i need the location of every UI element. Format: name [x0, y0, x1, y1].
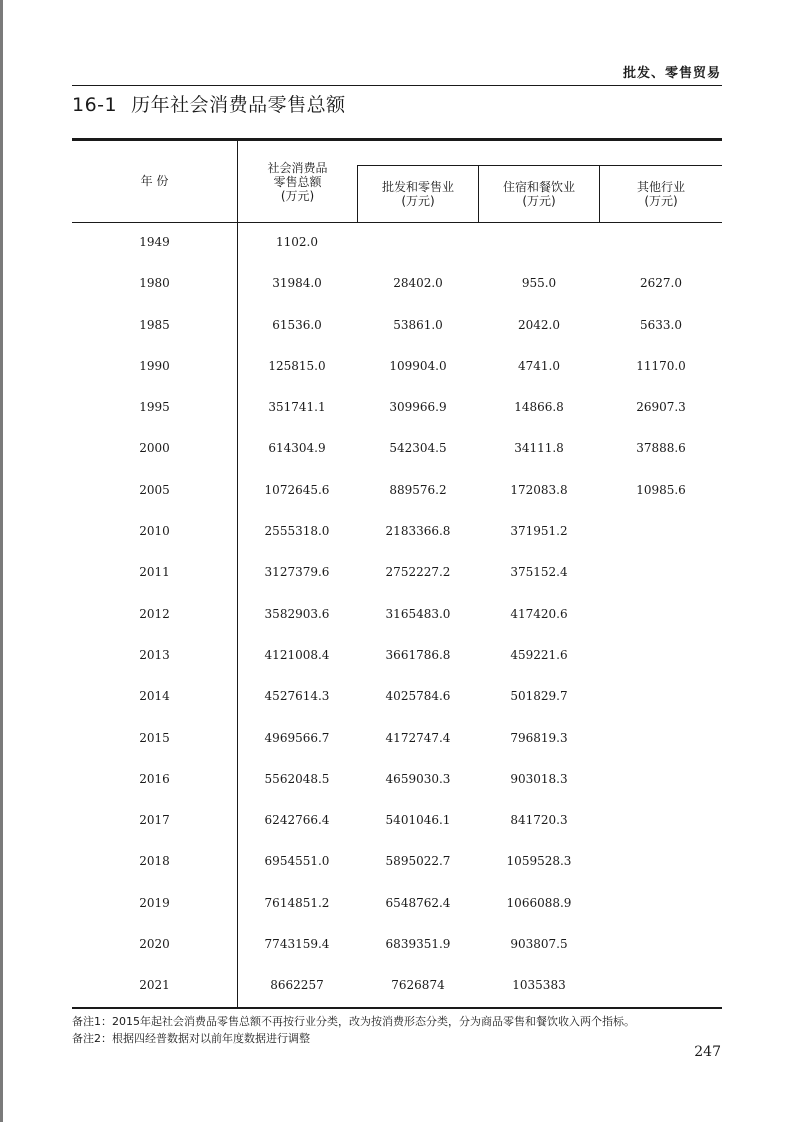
year-cell: 2012	[139, 606, 170, 621]
year-cell: 1949	[139, 235, 170, 249]
year-cell: 1980	[139, 276, 170, 291]
table-row	[72, 759, 722, 800]
table-row	[72, 552, 722, 593]
year-cell: 2021	[139, 978, 170, 993]
page-title	[72, 90, 346, 117]
catering-cell: 459221.6	[510, 647, 568, 662]
catering-cell: 903018.3	[510, 771, 568, 786]
table-row	[72, 800, 722, 841]
table-row	[72, 965, 722, 1006]
wholesale-cell: 109904.0	[389, 358, 447, 373]
catering-cell: 841720.3	[510, 813, 568, 828]
wholesale-cell: 3661786.8	[385, 647, 451, 662]
wholesale-cell: 542304.5	[389, 441, 447, 456]
header-wholesale: 批发和零售业 (万元)	[381, 180, 454, 208]
catering-cell: 371951.2	[510, 524, 568, 539]
total-cell: 5562048.5	[264, 771, 330, 786]
total-cell: 7743159.4	[264, 937, 330, 952]
catering-cell: 4741.0	[518, 358, 560, 373]
year-cell: 1985	[139, 317, 170, 332]
table-top-rule	[72, 138, 722, 141]
table-row	[72, 222, 722, 263]
total-cell: 6954551.0	[264, 854, 330, 869]
table-body	[72, 222, 722, 1007]
table-row	[72, 883, 722, 924]
catering-cell: 903807.5	[510, 937, 568, 952]
catering-cell: 417420.6	[510, 606, 568, 621]
table-row	[72, 387, 722, 428]
total-cell: 61536.0	[272, 317, 322, 332]
catering-cell: 14866.8	[514, 400, 564, 415]
other-cell: 37888.6	[636, 441, 686, 456]
wholesale-cell: 4172747.4	[385, 730, 451, 745]
total-cell: 6242766.4	[264, 813, 330, 828]
wholesale-cell: 4025784.6	[385, 689, 451, 704]
total-cell: 3127379.6	[264, 565, 330, 580]
table-row	[72, 470, 722, 511]
total-cell: 125815.0	[268, 358, 326, 373]
header-other: 其他行业 (万元)	[636, 180, 685, 208]
total-cell: 7614851.2	[264, 895, 330, 910]
wholesale-cell: 2183366.8	[385, 524, 451, 539]
year-cell: 2000	[139, 441, 170, 456]
catering-cell: 955.0	[521, 276, 557, 291]
table-row	[72, 841, 722, 882]
table-bottom-rule	[72, 1007, 722, 1009]
table-row	[72, 635, 722, 676]
year-cell: 2015	[139, 730, 170, 745]
total-cell: 4969566.7	[264, 730, 330, 745]
catering-cell: 1059528.3	[506, 854, 572, 869]
year-cell: 2017	[139, 813, 170, 828]
table-row	[72, 676, 722, 717]
header-total: 社会消费品 零售总额 (万元)	[267, 161, 328, 203]
note-2: 备注2：根据四经普数据对以前年度数据进行调整	[72, 1032, 310, 1045]
other-cell: 2627.0	[640, 276, 682, 291]
wholesale-cell: 6839351.9	[385, 937, 451, 952]
year-cell: 2011	[139, 565, 170, 580]
table-notes	[72, 1013, 635, 1047]
table-row	[72, 305, 722, 346]
catering-cell: 2042.0	[518, 317, 560, 332]
total-cell: 614304.9	[268, 441, 326, 456]
year-cell: 1990	[139, 358, 170, 373]
year-cell: 2014	[139, 689, 170, 704]
section-header: 批发、零售贸易	[622, 66, 721, 81]
catering-cell: 172083.8	[510, 482, 568, 497]
total-cell: 8662257	[270, 978, 324, 993]
wholesale-cell: 7626874	[391, 978, 445, 993]
wholesale-cell: 53861.0	[393, 317, 443, 332]
page-number: 247	[694, 1044, 721, 1060]
total-cell: 1102.0	[276, 235, 318, 249]
other-cell: 10985.6	[636, 482, 686, 497]
year-cell: 1995	[139, 400, 170, 415]
year-cell: 2016	[139, 771, 170, 786]
catering-cell: 796819.3	[510, 730, 568, 745]
catering-cell: 501829.7	[510, 689, 568, 704]
total-cell: 1072645.6	[264, 482, 330, 497]
total-cell: 3582903.6	[264, 606, 330, 621]
wholesale-cell: 6548762.4	[385, 895, 451, 910]
table-row	[72, 511, 722, 552]
table-title: 历年社会消费品零售总额	[131, 94, 346, 116]
year-cell: 2019	[139, 895, 170, 910]
total-cell: 2555318.0	[264, 524, 330, 539]
total-cell: 4121008.4	[264, 647, 330, 662]
catering-cell: 34111.8	[514, 441, 564, 456]
wholesale-cell: 2752227.2	[385, 565, 451, 580]
wholesale-cell: 5401046.1	[385, 813, 451, 828]
total-cell: 351741.1	[268, 400, 326, 415]
year-cell: 2020	[139, 937, 170, 952]
table-row	[72, 263, 722, 304]
table-subheader-rule	[357, 165, 722, 166]
header-year: 年 份	[140, 174, 169, 188]
wholesale-cell: 5895022.7	[385, 854, 451, 869]
wholesale-cell: 28402.0	[393, 276, 443, 291]
catering-cell: 1066088.9	[506, 895, 572, 910]
table-row	[72, 594, 722, 635]
catering-cell: 1035383	[512, 978, 566, 993]
table-number: 16-1	[72, 94, 118, 116]
year-cell: 2018	[139, 854, 170, 869]
note-1: 备注1：2015年起社会消费品零售总额不再按行业分类，改为按消费形态分类，分为商品零售和餐饮收入两个指标。	[72, 1015, 635, 1028]
wholesale-cell: 889576.2	[389, 482, 447, 497]
table-row	[72, 924, 722, 965]
scan-edge-line	[0, 0, 3, 1122]
table-row	[72, 718, 722, 759]
table-row	[72, 346, 722, 387]
total-cell: 4527614.3	[264, 689, 330, 704]
header-rule	[72, 85, 722, 86]
year-cell: 2010	[139, 524, 170, 539]
header-catering: 住宿和餐饮业 (万元)	[502, 180, 575, 208]
table-row	[72, 428, 722, 469]
other-cell: 26907.3	[636, 400, 686, 415]
other-cell: 11170.0	[636, 358, 686, 373]
total-cell: 31984.0	[272, 276, 322, 291]
catering-cell: 375152.4	[510, 565, 568, 580]
wholesale-cell: 3165483.0	[385, 606, 451, 621]
other-cell: 5633.0	[640, 317, 682, 332]
year-cell: 2013	[139, 647, 170, 662]
year-cell: 2005	[139, 482, 170, 497]
wholesale-cell: 4659030.3	[385, 771, 451, 786]
wholesale-cell: 309966.9	[389, 400, 447, 415]
